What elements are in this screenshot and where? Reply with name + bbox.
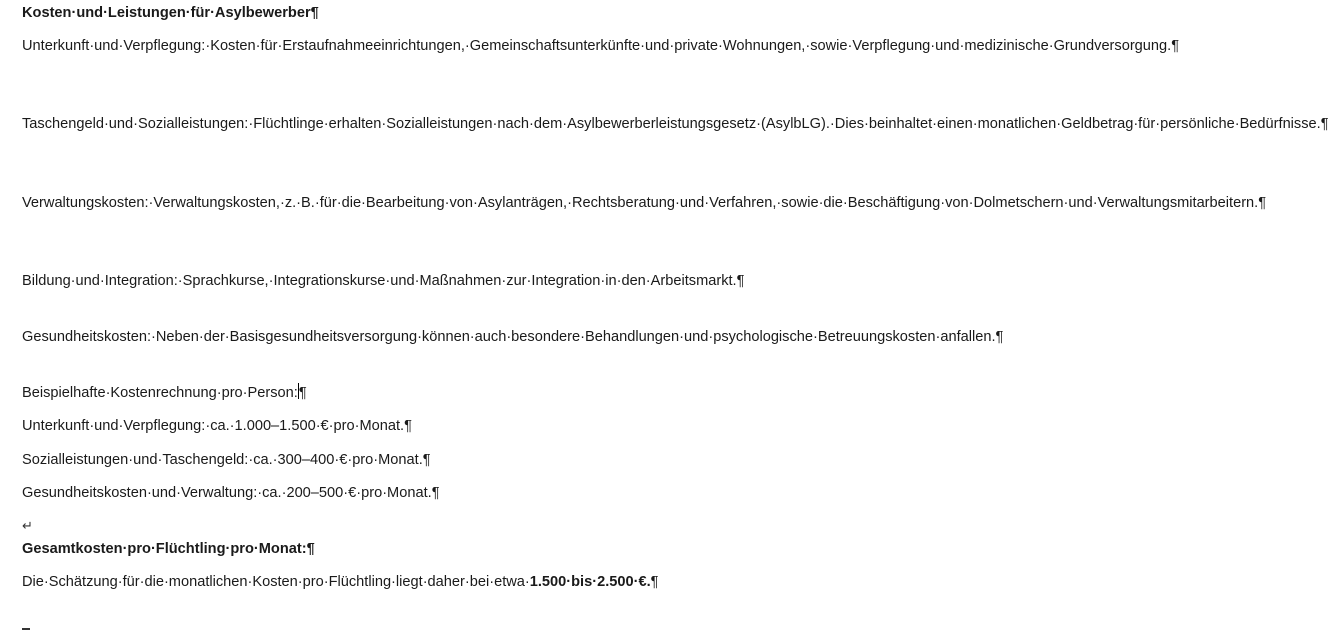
heading-text: Kosten·und·Leistungen·für·Asylbewerber bbox=[22, 5, 311, 21]
paragraph-text: Taschengeld·und·Sozialleistungen:·Flüchtlinge·erhalten·Sozialleistungen·nach·dem·Asylbewerberleistungsgesetz·(AsylbLG).·Dies·beinhaltet·einen·monatlichen·Geldbetrag·für·persönliche·Bedürfnisse. bbox=[22, 116, 1321, 132]
paragraph-taschengeld[interactable] bbox=[22, 113, 1329, 136]
paragraph-mark: ¶ bbox=[404, 418, 412, 434]
paragraph-kosten-unterkunft[interactable] bbox=[22, 415, 634, 438]
paragraph-mark: ¶ bbox=[995, 329, 1004, 345]
next-paragraph-glyph bbox=[22, 628, 30, 630]
paragraph-mark: ¶ bbox=[431, 485, 440, 501]
paragraph-text: Verwaltungskosten:·Verwaltungskosten,·z.·B.·für·die·Bearbeitung·von·Asylanträgen,·Rechtsberatung·und·Verfahren,·sowie·die·Beschäftigung·von·Dolmetschern·und·Verwaltungsmitarbeitern. bbox=[22, 195, 1259, 211]
summary-suffix: . bbox=[646, 574, 651, 590]
paragraph-mark: ¶ bbox=[310, 5, 319, 21]
paragraph-bildung[interactable] bbox=[22, 270, 745, 293]
paragraph-kosten-sozial[interactable] bbox=[22, 449, 634, 472]
paragraph-kosten-gesundheit[interactable] bbox=[22, 482, 634, 505]
paragraph-mark: ¶ bbox=[650, 574, 659, 590]
paragraph-text: Unterkunft·und·Verpflegung:·Kosten·für·Erstaufnahmeeinrichtungen,·Gemeinschaftsunterkünfte·und·private·Wohnungen,·sowie·Verpflegung·und·medizinische·Grundversorgung. bbox=[22, 38, 1172, 54]
paragraph-mark: ¶ bbox=[306, 541, 315, 557]
heading-gesamtkosten[interactable] bbox=[22, 538, 315, 561]
paragraph-mark: ¶ bbox=[1258, 195, 1267, 211]
paragraph-gesundheit[interactable] bbox=[22, 326, 1004, 349]
paragraph-mark: ¶ bbox=[1320, 116, 1329, 132]
paragraph-mark: ¶ bbox=[736, 273, 745, 289]
paragraph-unterkunft[interactable] bbox=[22, 35, 1180, 58]
heading-text: Gesamtkosten·pro·Flüchtling·pro·Monat: bbox=[22, 541, 307, 557]
paragraph-mark: ¶ bbox=[422, 452, 431, 468]
paragraph-beispiel[interactable] bbox=[22, 382, 634, 405]
paragraph-text: Gesundheitskosten:·Neben·der·Basisgesundheitsversorgung·können·auch·besondere·Behandlungen·und·psychologische·Betreuungskosten·anfallen. bbox=[22, 329, 996, 345]
paragraph-text: Unterkunft·und·Verpflegung:·ca.·1.000–1.500·€·pro·Monat. bbox=[22, 418, 405, 434]
paragraph-text: Gesundheitskosten·und·Verwaltung:·ca.·200–500·€·pro·Monat. bbox=[22, 485, 432, 501]
paragraph-text: Bildung·und·Integration:·Sprachkurse,·Integrationskurse·und·Maßnahmen·zur·Integration·in·den·Arbeitsmarkt. bbox=[22, 273, 737, 289]
paragraph-mark: ¶ bbox=[1171, 38, 1180, 54]
paragraph-mark: ¶ bbox=[298, 385, 307, 401]
paragraph-text: Sozialleistungen·und·Taschengeld:·ca.·300–400·€·pro·Monat. bbox=[22, 452, 423, 468]
paragraph-verwaltung[interactable] bbox=[22, 192, 1267, 215]
paragraph-summary[interactable] bbox=[22, 571, 659, 594]
paragraph-text: Beispielhafte·Kostenrechnung·pro·Person: bbox=[22, 385, 298, 401]
line-break-mark: ↵ bbox=[22, 518, 33, 533]
summary-prefix: Die·Schätzung·für·die·monatlichen·Kosten·pro·Flüchtling·liegt·daher·bei·etwa· bbox=[22, 574, 530, 590]
heading-kosten-leistungen[interactable] bbox=[22, 2, 319, 25]
summary-bold-amount: 1.500·bis·2.500·€ bbox=[529, 574, 647, 590]
